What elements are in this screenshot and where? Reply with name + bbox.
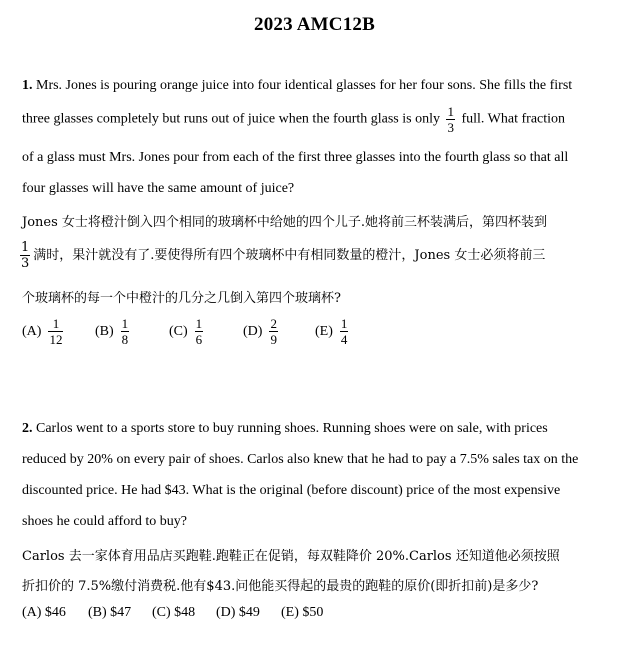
fraction-denominator: 8 <box>121 332 129 347</box>
choice-label: (B) <box>95 323 114 339</box>
choice-fraction <box>340 316 349 347</box>
problem1-text1: Mrs. Jones is pouring orange juice into four identical glasses for her four sons. She fills the first <box>36 78 573 93</box>
problem1-cn-line3: 个玻璃杯的每一个中橙汁的几分之几倒入第四个玻璃杯? <box>22 291 341 306</box>
problem1-choice-c <box>169 316 206 347</box>
problem1-choice-e <box>315 316 351 347</box>
problem2-choice-c: (C) $48 <box>152 605 196 620</box>
choice-fraction <box>269 316 278 347</box>
problem1-cn-fraction <box>20 240 30 271</box>
fraction-denominator: 12 <box>49 332 63 347</box>
problem1-text2a: three glasses completely but runs out of juice when the fourth glass is only <box>22 111 440 127</box>
problem2-text1: Carlos went to a sports store to buy running shoes. Running shoes were on sale, with prices <box>36 421 548 436</box>
fraction-numerator: 1 <box>52 316 60 331</box>
fraction-denominator: 4 <box>340 332 348 347</box>
problem2-number: 2. <box>22 421 33 436</box>
problem2-line2: reduced by 20% on every pair of shoes. Carlos also knew that he had to pay a 7.5% sales tax on the <box>22 452 579 467</box>
problem1-inline-fraction <box>446 104 455 135</box>
problem1-number: 1. <box>22 78 33 93</box>
choice-label: (C) <box>169 323 188 339</box>
problem1-line3: of a glass must Mrs. Jones pour from each of the first three glasses into the fourth glass so that all <box>22 150 569 165</box>
problem1-choice-b <box>95 316 132 347</box>
problem2-choice-b: (B) $47 <box>88 605 132 620</box>
fraction-numerator: 2 <box>270 316 277 331</box>
fraction-numerator: 1 <box>121 316 129 331</box>
problem2-line3: discounted price. He had $43. What is the original (before discount) price of the most expensive <box>22 483 561 498</box>
problem1-line4: four glasses will have the same amount of juice? <box>22 181 295 196</box>
choice-label: (E) <box>315 323 333 339</box>
choice-fraction <box>121 316 130 347</box>
fraction-numerator: 1 <box>447 104 454 119</box>
problem1-cn-line1: Jones 女士将橙汁倒入四个相同的玻璃杯中给她的四个儿子.她将前三杯装满后，第四杯装到 <box>22 215 548 230</box>
choice-label: (A) <box>22 323 42 339</box>
fraction-denominator: 3 <box>21 256 30 271</box>
fraction-numerator: 1 <box>21 240 30 255</box>
problem1-line1 <box>22 78 572 94</box>
problem2-choice-e: (E) $50 <box>281 605 324 620</box>
fraction-denominator: 3 <box>447 120 454 135</box>
fraction-numerator: 1 <box>195 316 203 331</box>
problem1-cn-line2 <box>20 240 545 271</box>
problem2-cn-line2: 折扣价的 7.5%缴付消费税.他有$43.问他能买得起的最贵的跑鞋的原价(即折扣前)是多少? <box>22 579 539 594</box>
problem1-text2b: full. What fraction <box>461 111 566 127</box>
page-title: 2023 AMC12B <box>254 14 375 35</box>
fraction-denominator: 9 <box>270 332 277 347</box>
problem2-choice-a: (A) $46 <box>22 605 66 620</box>
fraction-numerator: 1 <box>340 316 348 331</box>
problem2-line1 <box>22 421 548 437</box>
problem1-cn-text2: 满时，果汁就没有了.要使得所有四个玻璃杯中有相同数量的橙汁，Jones 女士必须将前三 <box>33 248 546 263</box>
problem2-choice-d: (D) $49 <box>216 605 260 620</box>
choice-fraction <box>195 316 204 347</box>
problem2-cn-line1: Carlos 去一家体育用品店买跑鞋.跑鞋正在促销，每双鞋降价 20%.Carlos 还知道他必须按照 <box>22 549 560 564</box>
problem1-choice-d <box>243 316 281 347</box>
problem2-line4: shoes he could afford to buy? <box>22 514 187 529</box>
fraction-denominator: 6 <box>195 332 203 347</box>
problem1-choice-a <box>22 316 66 347</box>
choice-label: (D) <box>243 323 263 339</box>
choice-fraction <box>48 316 63 347</box>
problem1-line2 <box>22 104 565 135</box>
